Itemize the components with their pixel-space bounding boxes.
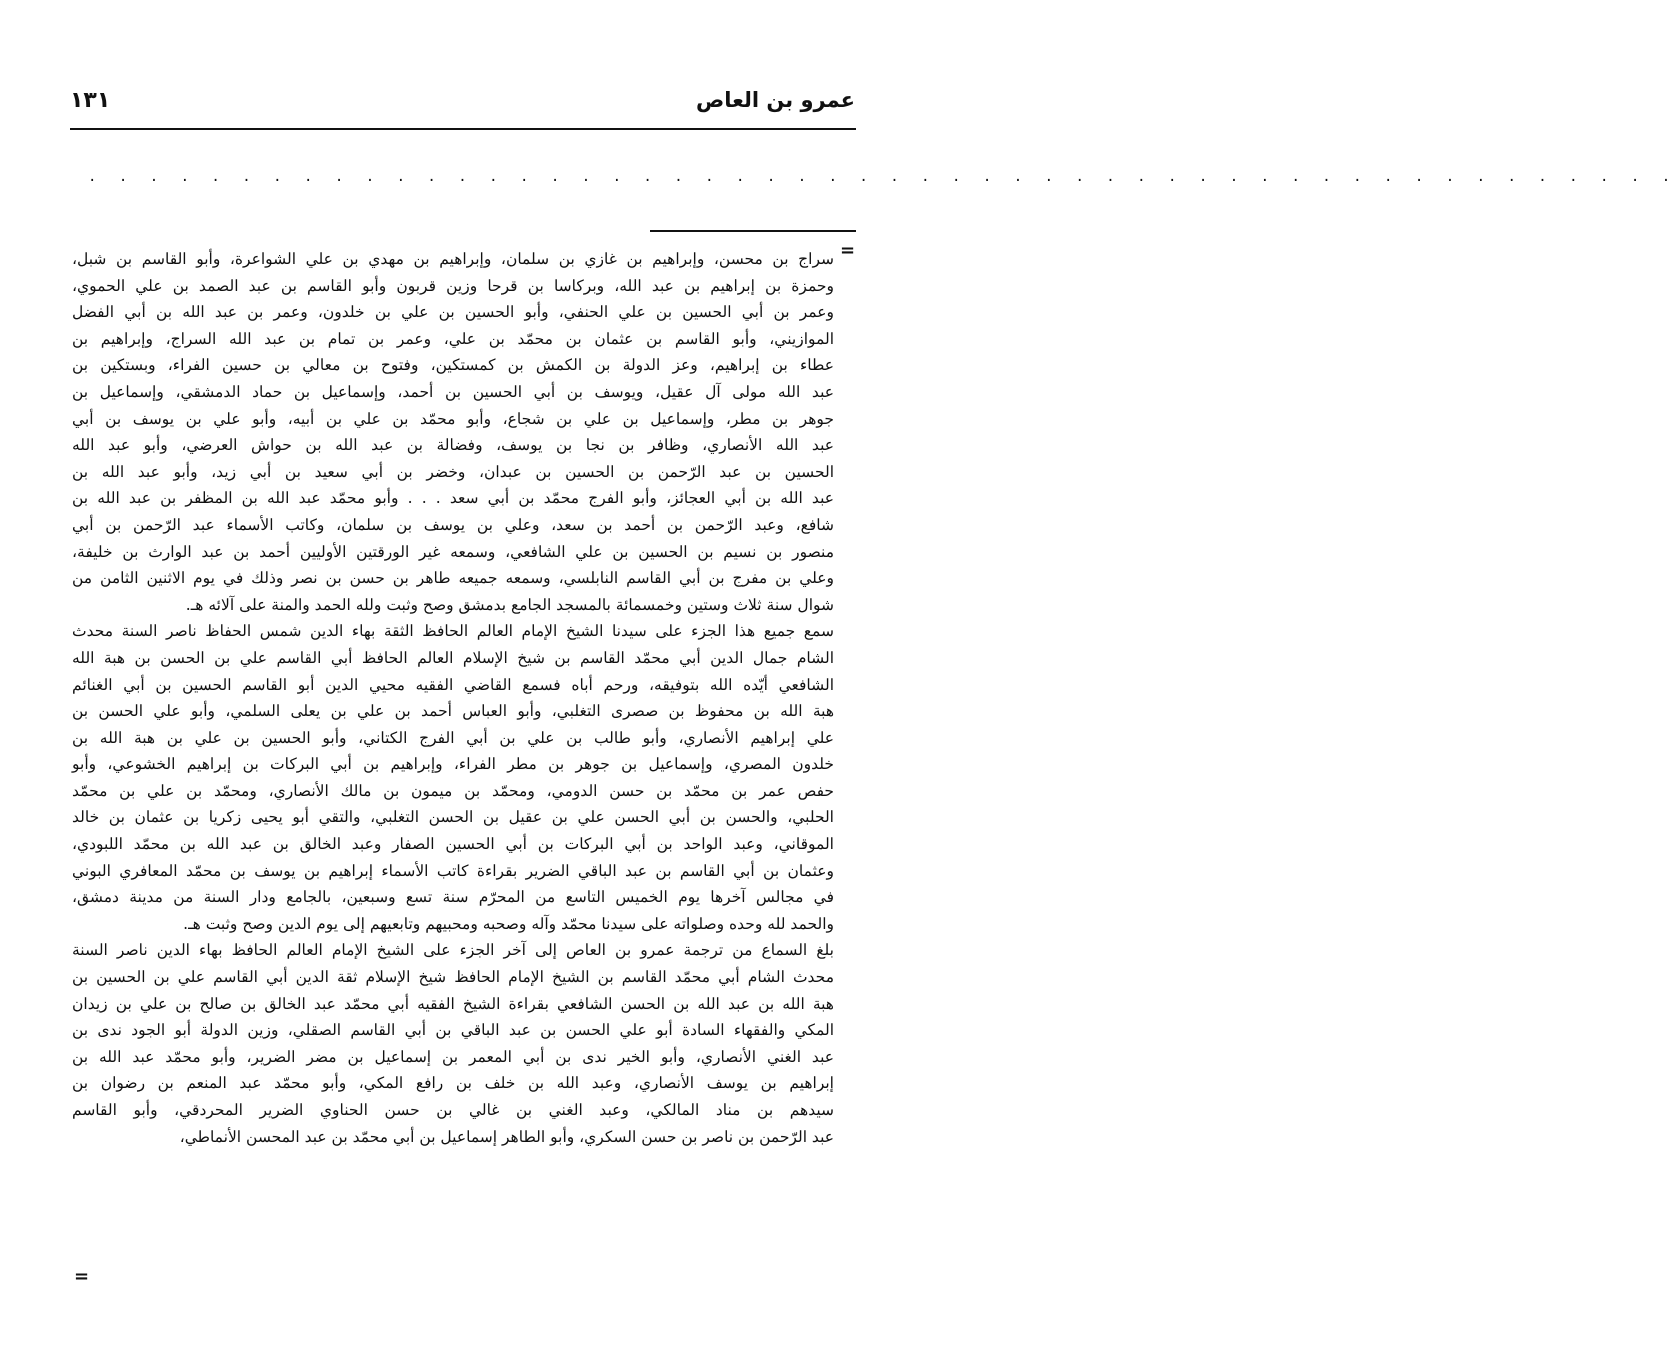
footnote-rule	[650, 230, 856, 232]
text-line: الحلبي، والحسن بن أبي الحسن علي بن عقيل بن الحسن التغلبي، والتقي أبو يحيى زكريا بن عثمان بن خالد	[72, 808, 834, 827]
text-line: الشام جمال الدين أبي محمّد القاسم بن شيخ الإسلام العالم الحافظ أبي القاسم علي بن الحسن بن هبة الله	[72, 648, 834, 667]
paragraph	[72, 246, 834, 618]
text-line: هبة الله بن محفوظ بن صصرى التغلبي، وأبو العباس أحمد بن علي بن يعلى السلمي، وأبو علي الحسن بن	[72, 702, 834, 721]
text-line: منصور بن نسيم بن الحسين بن علي الشافعي، وسمعه غير الورقتين الأوليين أحمد بن عبد الوارث بن خليفة،	[72, 542, 834, 561]
footnote-body	[72, 246, 834, 1316]
text-line: عبد الغني الأنصاري، وأبو الخير ندى بن أبي المعمر بن إسماعيل بن مضر الضرير، وأبو محمّد عبد الله بن	[72, 1047, 834, 1066]
paragraph	[72, 937, 834, 1150]
paragraph	[72, 618, 834, 937]
text-line: وعثمان بن أبي القاسم بن عبد الباقي الضرير بقراءة كاتب الأسماء إبراهيم بن يوسف بن محمّد المعافري البوني	[72, 861, 834, 880]
text-line: سراج بن محسن، وإبراهيم بن غازي بن سلمان، وإبراهيم بن مهدي بن علي الشواعرة، وأبو القاسم بن شبل،	[72, 250, 834, 268]
text-line: عبد الله الأنصاري، وظافر بن نجا بن يوسف، وفضالة بن عبد الله بن حواش العرضي، وأبو عبد الله	[72, 436, 834, 455]
text-line: جوهر بن مطر، وإسماعيل بن علي بن شجاع، وأبو محمّد بن علي بن أبيه، وأبو علي بن يوسف بن أبي	[72, 409, 834, 428]
text-line: سيدهم بن مناد المالكي، وعبد الغني بن غالي بن حسن الحناوي الضرير المحردقي، وأبو القاسم	[72, 1101, 834, 1119]
text-line: محدث الشام أبي محمّد القاسم بن الشيخ الإمام الحافظ شيخ الإسلام ثقة الدين أبي القاسم علي بن الحسين بن	[72, 968, 834, 987]
text-line: عطاء بن إبراهيم، وعز الدولة بن الكمش بن كمستكين، وفتوح بن معالي بن حسين الفراء، وبستكين بن	[72, 356, 834, 375]
header-rule	[70, 128, 856, 130]
running-title: عمرو بن العاص	[695, 88, 855, 112]
text-line: إبراهيم بن يوسف الأنصاري، وعبد الله بن خلف بن رافع المكي، وأبو محمّد عبد المنعم بن رضوان بن	[72, 1074, 834, 1093]
dot-leader: . . . . . . . . . . . . . . . . . . . . . . . . . . . . . . . . . . . . . . . . . . . . . . . . . . . .	[88, 169, 1677, 185]
text-line: الموازيني، وأبو القاسم بن عثمان بن محمّد بن علي، وعمر بن تمام بن عبد الله السراج، وإبراهيم بن	[72, 329, 834, 348]
text-line: المكي والفقهاء السادة أبو علي الحسن بن عبد الباقي بن أبي القاسم الصقلي، وزين الدولة أبو الجود ندى بن	[72, 1021, 834, 1040]
text-line: عبد الرّحمن بن ناصر بن حسن السكري، وأبو الطاهر إسماعيل بن أبي محمّد بن عبد المحسن الأنماطي،	[179, 1127, 834, 1146]
text-line: وعمر بن أبي الحسين بن علي الحنفي، وأبو الحسين بن علي بن خلدون، وعمر بن عبد الله بن أبي الفضل	[72, 303, 834, 322]
text-line: شوال سنة ثلاث وستين وخمسمائة بالمسجد الجامع بدمشق وصح وثبت ولله الحمد والمنة على آلائه هـ.	[185, 595, 834, 614]
text-line: سمع جميع هذا الجزء على سيدنا الشيخ الإمام العالم الحافظ الثقة بهاء الدين شمس الحفاظ ناصر السنة محدث	[72, 622, 834, 641]
text-line: الحسين بن عبد الرّحمن بن الحسين بن عبدان، وخضر بن أبي سعيد بن أبي زيد، وأبو عبد الله بن	[72, 462, 834, 481]
text-line: عبد الله مولى آل عقيل، ويوسف بن أبي الحسين بن أحمد، وإسماعيل بن حماد الدمشقي، وإسماعيل بن	[72, 382, 834, 401]
continuation-mark-bottom: =	[74, 1266, 90, 1287]
text-line: بلغ السماع من ترجمة عمرو بن العاص إلى آخر الجزء على الشيخ الإمام العالم الحافظ بهاء الدين ناصر السنة	[72, 941, 834, 960]
page-header	[70, 88, 855, 124]
text-line: عبد الله بن أبي العجائز، وأبو الفرج محمّد بن أبي سعد . . . وأبو محمّد عبد الله بن المظفر بن عبد الله بن	[72, 489, 834, 508]
text-line: وحمزة بن إبراهيم بن عبد الله، وبركاسا بن قرحا وزين قربون وأبو القاسم بن عبد الصمد بن علي الحموي،	[72, 276, 834, 295]
text-line: وعلي بن مفرج بن أبي القاسم النابلسي، وسمعه جميعه طاهر بن حسن بن نصر وذلك في يوم الاثنين الثامن من	[72, 569, 834, 588]
text-line: خلدون المصري، وإسماعيل بن جوهر بن مطر الفراء، وإبراهيم بن أبي البركات بن إبراهيم الخشوعي، وأبو	[72, 755, 834, 774]
text-line: شافع، وعبد الرّحمن بن أحمد بن سعد، وعلي بن يوسف بن سلمان، وكاتب الأسماء عبد الرّحمن بن أبي	[72, 515, 834, 534]
continuation-mark-top: =	[840, 240, 856, 261]
text-line: حفص عمر بن محمّد بن حسن الدومي، ومحمّد بن ميمون بن مالك الأنصاري، ومحمّد بن علي بن محمّد	[72, 781, 834, 800]
text-line: علي إبراهيم الأنصاري، وأبو طالب بن علي بن أبي الفرج الكتاني، وأبو الحسين بن علي بن هبة الله بن	[72, 728, 834, 747]
page-number: ١٣١	[70, 88, 111, 113]
text-line: هبة الله بن عبد الله بن الحسن الشافعي بقراءة الشيخ الفقيه أبي محمّد عبد الخالق بن صالح بن علي بن زيدان	[72, 994, 834, 1013]
text-line: والحمد لله وحده وصلواته على سيدنا محمّد وآله وصحبه ومحبيهم وتابعيهم إلى يوم الدين وصح وثبت هـ.	[183, 914, 834, 933]
text-line: الموقاني، وعبد الواحد بن أبي البركات بن أبي الحسين الصفار وعبد الخالق بن عبد الله بن محمّد اللبودي،	[72, 835, 834, 854]
text-line: في مجالس آخرها يوم الخميس التاسع من المحرّم سنة تسع وسبعين، بالجامع ودار السنة من مدينة دمشق،	[72, 888, 834, 907]
text-line: الشافعي أيّده الله بتوفيقه، ورحم أباه فسمع القاضي الفقيه محيي الدين أبو القاسم الحسين بن أبي الغنائم	[72, 675, 834, 694]
